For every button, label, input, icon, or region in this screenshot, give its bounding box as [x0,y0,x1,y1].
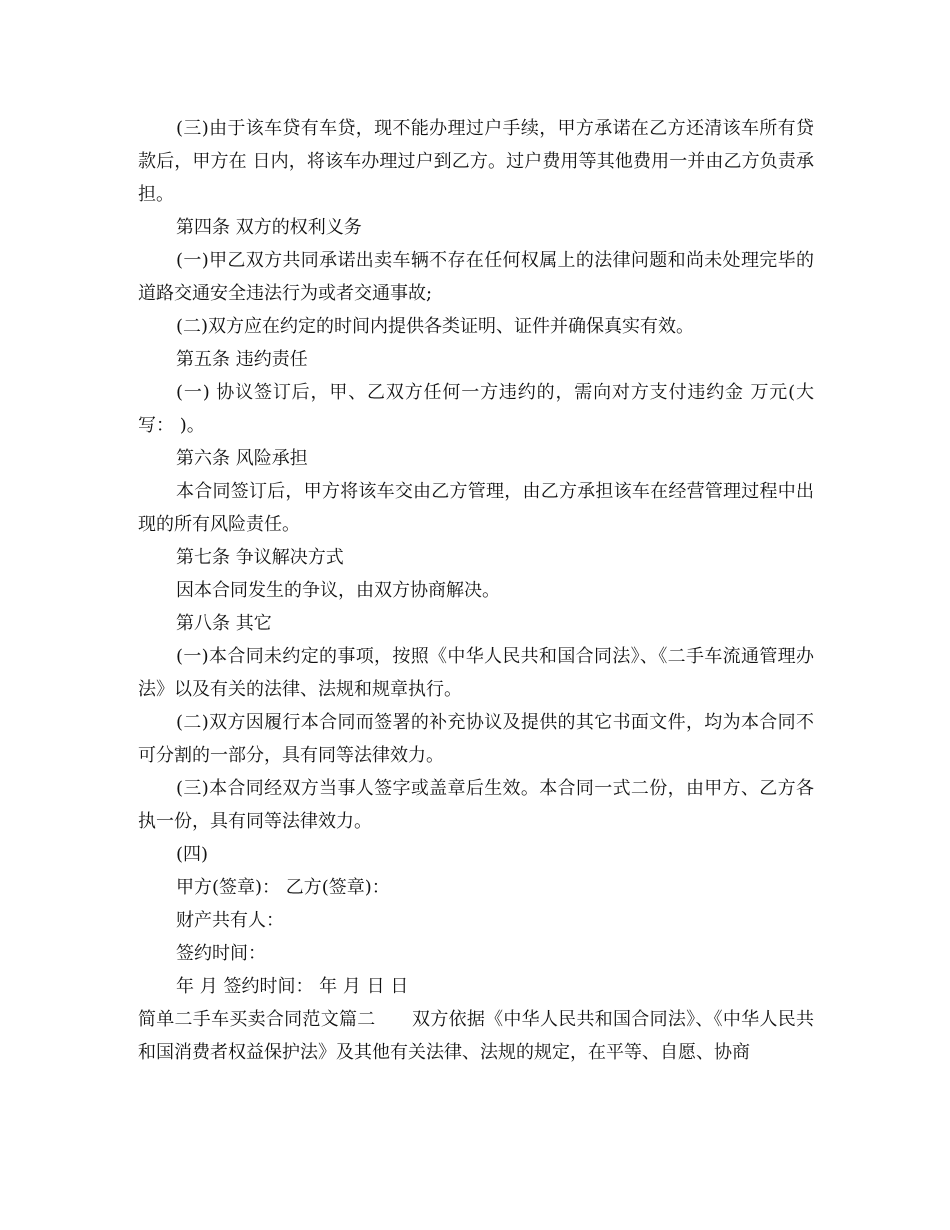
paragraph-article-5-item-1: (一) 协议签订后，甲、乙双方任何一方违约的，需向对方支付违约金 万元(大写： )。 [138,382,814,436]
heading-article-8: 第八条 其它 [176,613,272,634]
paragraph-article-8-item-4: (四) [176,844,209,865]
date-line: 年 月 签约时间： 年 月 日 日 [176,976,409,997]
signing-time-line: 签约时间： [176,943,266,964]
paragraph-transfer-clause: (三)由于该车贷有车贷，现不能办理过户手续，甲方承诺在乙方还清该车所有贷款后，甲方在 日内，将该车办理过户到乙方。过户费用等其他费用一并由乙方负责承担。 [138,118,814,205]
heading-article-4: 第四条 双方的权利义务 [176,217,362,238]
heading-article-5: 第五条 违约责任 [176,349,308,370]
document-page [138,112,814,1069]
paragraph-second-contract-intro: 简单二手车买卖合同范文篇二 双方依据《中华人民共和国合同法》、《中华人民共和国消费者权益保护法》及其他有关法律、法规的规定，在平等、自愿、协商 [138,1009,814,1063]
paragraph-article-7: 因本合同发生的争议，由双方协商解决。 [176,580,500,601]
paragraph-article-8-item-3: (三)本合同经双方当事人签字或盖章后生效。本合同一式二份，由甲方、乙方各执一份，具有同等法律效力。 [138,778,814,832]
signature-line: 甲方(签章)： 乙方(签章)： [176,877,390,898]
paragraph-article-4-item-2: (二)双方应在约定的时间内提供各类证明、证件并确保真实有效。 [176,316,695,337]
heading-article-6: 第六条 风险承担 [176,448,308,469]
heading-article-7: 第七条 争议解决方式 [176,547,344,568]
paragraph-article-8-item-1: (一)本合同未约定的事项，按照《中华人民共和国合同法》、《二手车流通管理办法》以及有关的法律、法规和规章执行。 [138,646,814,700]
paragraph-article-4-item-1: (一)甲乙双方共同承诺出卖车辆不存在任何权属上的法律问题和尚未处理完毕的道路交通安全违法行为或者交通事故; [138,250,814,304]
co-owner-line: 财产共有人： [176,910,284,931]
paragraph-article-6: 本合同签订后，甲方将该车交由乙方管理，由乙方承担该车在经营管理过程中出现的所有风险责任。 [138,481,814,535]
paragraph-article-8-item-2: (二)双方因履行本合同而签署的补充协议及提供的其它书面文件，均为本合同不可分割的一部分，具有同等法律效力。 [138,712,814,766]
